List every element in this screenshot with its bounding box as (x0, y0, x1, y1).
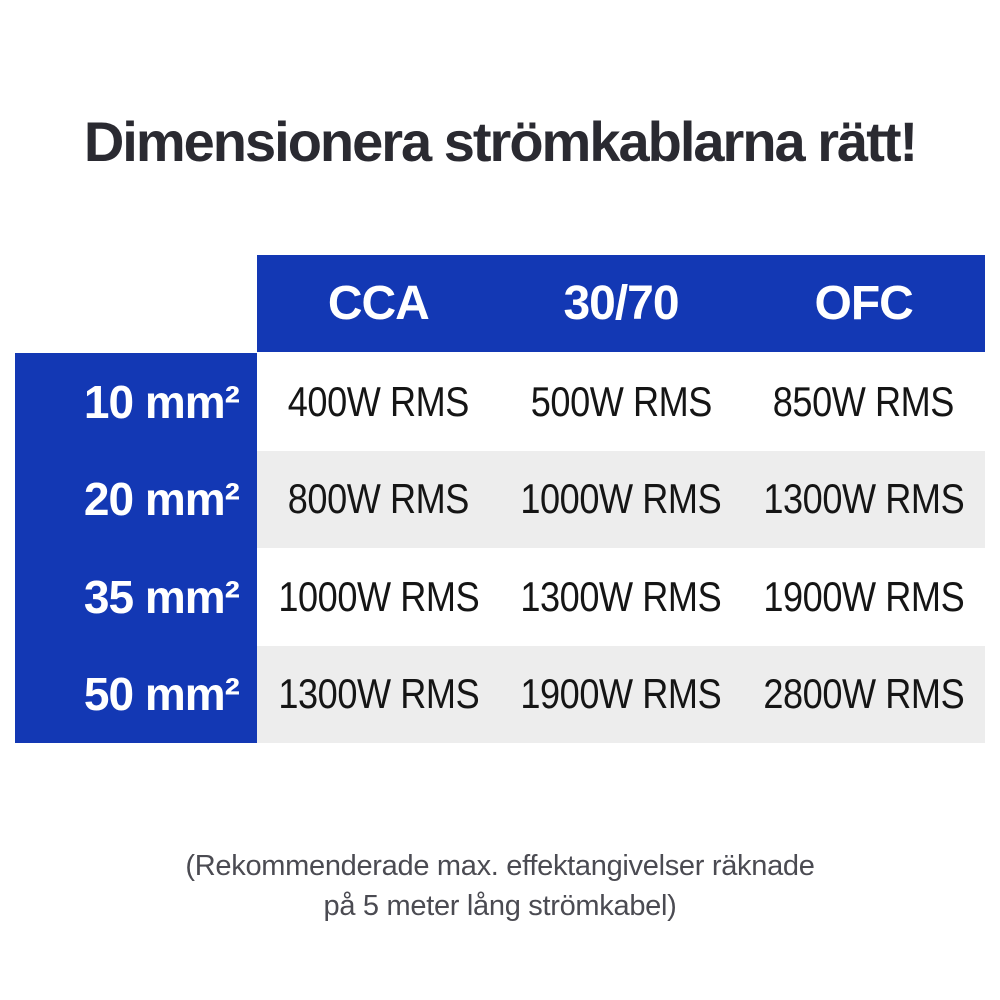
row-cells (257, 451, 985, 549)
cell-20mm2-cca (257, 451, 500, 549)
column-header-ofc: OFC (814, 277, 913, 330)
row-label-50mm2: 50 mm² (15, 646, 257, 744)
cell-value: 800W RMS (287, 475, 469, 523)
footnote (0, 846, 1000, 926)
cell-value: 400W RMS (287, 377, 469, 425)
table-row (15, 548, 985, 646)
cell-10mm2-3070 (500, 353, 743, 451)
cell-50mm2-ofc (742, 646, 985, 744)
table-body (15, 353, 985, 743)
column-header-cca: CCA (327, 277, 429, 330)
footnote-line-1: (Rekommenderade max. effektangivelser räknade (185, 850, 815, 882)
row-label-10mm2: 10 mm² (15, 353, 257, 451)
power-rating-table (15, 255, 985, 743)
cell-value: 1300W RMS (277, 670, 479, 718)
row-cells (257, 548, 985, 646)
cell-35mm2-3070 (500, 548, 743, 646)
footnote-line-2: på 5 meter lång strömkabel) (323, 890, 677, 922)
row-label-20mm2: 20 mm² (15, 451, 257, 549)
cell-value: 1900W RMS (763, 572, 965, 620)
table-row (15, 451, 985, 549)
cell-value: 1300W RMS (520, 572, 722, 620)
cell-50mm2-3070 (500, 646, 743, 744)
table-row (15, 353, 985, 451)
cell-50mm2-cca (257, 646, 500, 744)
cell-value: 500W RMS (530, 377, 712, 425)
cell-35mm2-cca (257, 548, 500, 646)
row-label-35mm2: 35 mm² (15, 548, 257, 646)
cell-value: 1000W RMS (277, 572, 479, 620)
cell-value: 1300W RMS (763, 475, 965, 523)
cell-value: 1900W RMS (520, 670, 722, 718)
cell-20mm2-ofc (742, 451, 985, 549)
table-row (15, 646, 985, 744)
cell-10mm2-cca (257, 353, 500, 451)
column-header-3070: 30/70 (563, 277, 679, 330)
cell-10mm2-ofc (742, 353, 985, 451)
table-header-row (257, 255, 985, 352)
cell-value: 1000W RMS (520, 475, 722, 523)
cell-value: 2800W RMS (763, 670, 965, 718)
cell-20mm2-3070 (500, 451, 743, 549)
page-title: Dimensionera strömkablarna rätt! (83, 110, 917, 173)
cell-value: 850W RMS (773, 377, 955, 425)
cell-35mm2-ofc (742, 548, 985, 646)
row-cells (257, 353, 985, 451)
row-cells (257, 646, 985, 744)
